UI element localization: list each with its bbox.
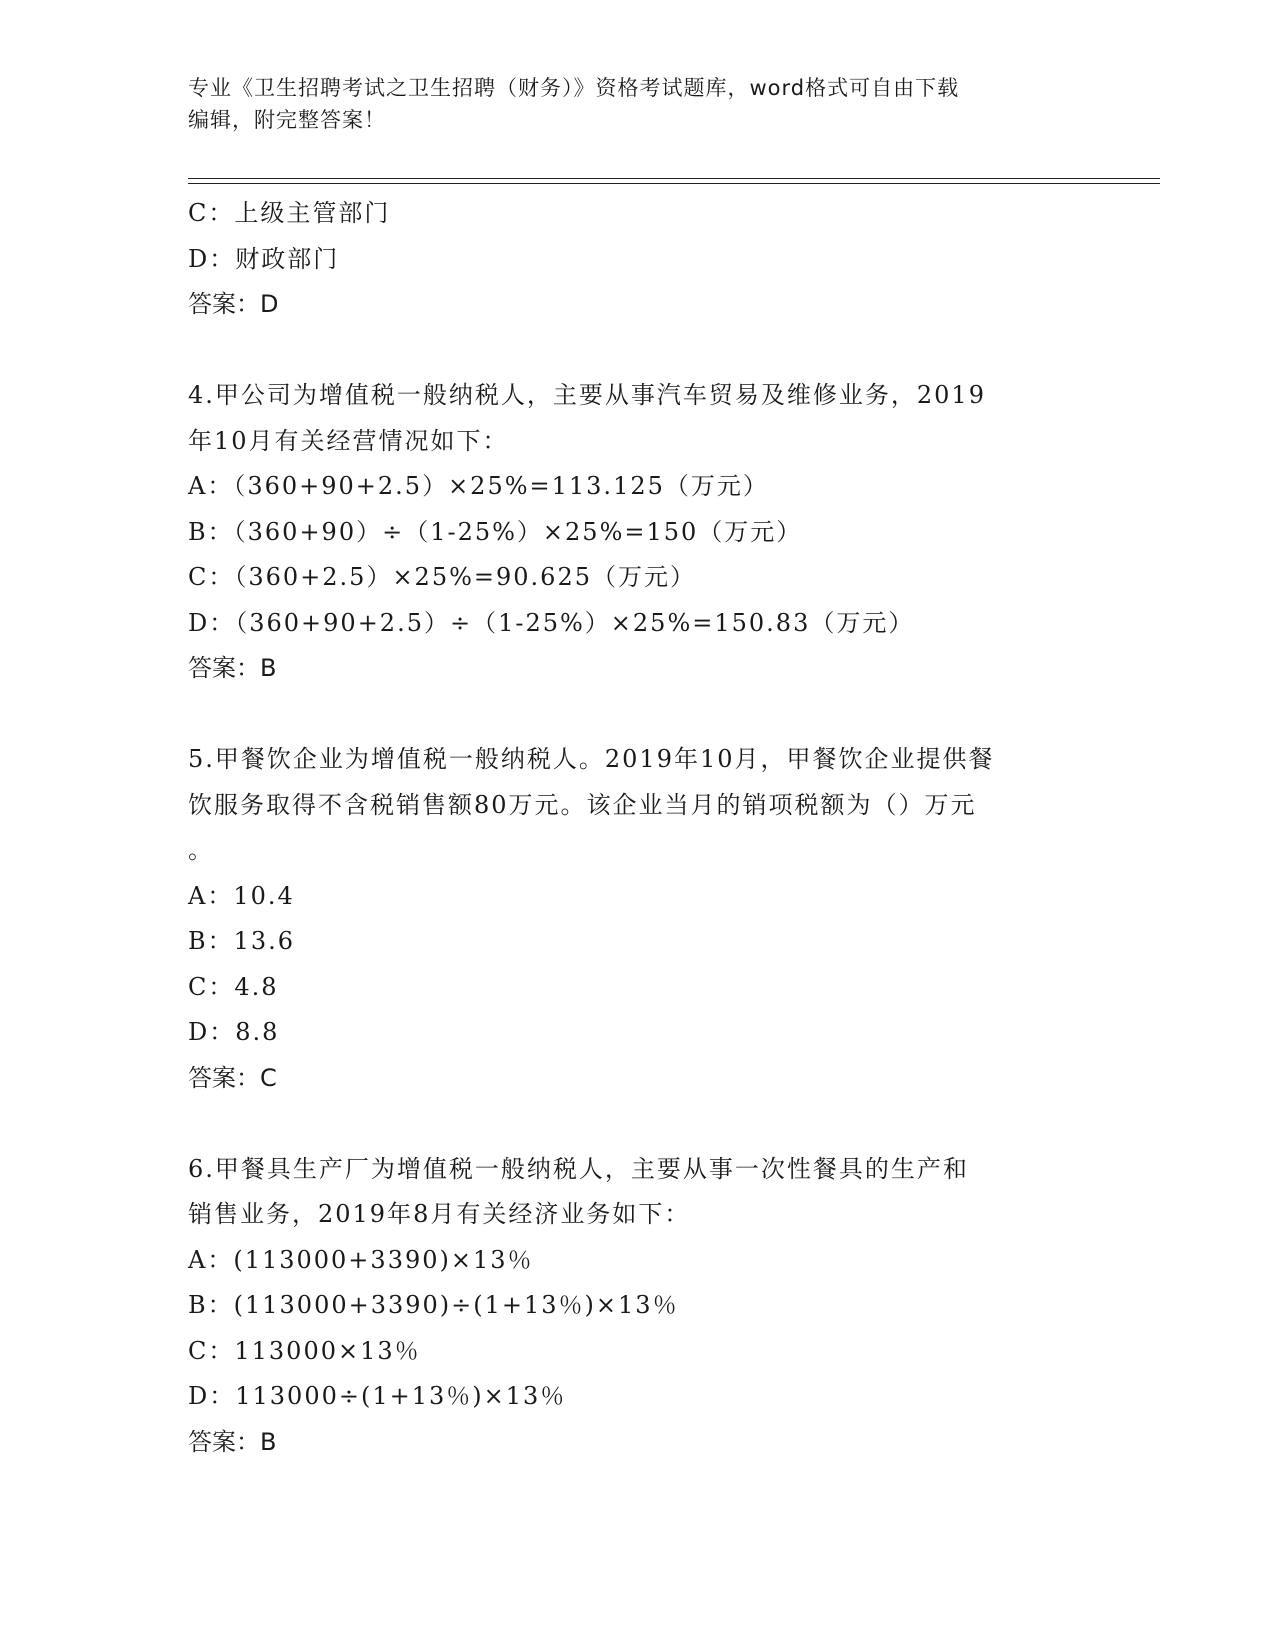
question-stem: 6.甲餐具生产厂为增值税一般纳税人，主要从事一次性餐具的生产和 bbox=[188, 1154, 969, 1183]
option-d: D：8.8 bbox=[188, 1018, 280, 1046]
spacer bbox=[188, 1101, 1088, 1147]
option-c: C：上级主管部门 bbox=[188, 199, 391, 227]
option-a: A：（360+90+2.5）×25%=113.125（万元） bbox=[188, 472, 769, 500]
option-b: B：（360+90）÷（1-25%）×25%=150（万元） bbox=[188, 517, 803, 546]
answer: 答案：C bbox=[188, 1063, 277, 1092]
option-c: C：113000×13％ bbox=[188, 1336, 421, 1365]
header-divider-top bbox=[188, 178, 1160, 179]
option-b: B：13.6 bbox=[188, 927, 296, 955]
option-a: A：10.4 bbox=[188, 881, 295, 910]
header-line-2: 编辑，附完整答案！ bbox=[188, 108, 386, 132]
question-5 bbox=[188, 737, 1088, 1101]
header-line-1: 专业《卫生招聘考试之卫生招聘（财务）》资格考试题库，word格式可自由下载 bbox=[188, 76, 960, 100]
question-4 bbox=[188, 373, 1088, 692]
answer: 答案：B bbox=[188, 654, 277, 682]
spacer bbox=[188, 692, 1088, 738]
question-stem: 5.甲餐饮企业为增值税一般纳税人。2019年10月，甲餐饮企业提供餐 bbox=[188, 745, 995, 773]
spacer bbox=[188, 328, 1088, 374]
question-stem: 。 bbox=[188, 836, 214, 864]
question-stem: 饮服务取得不含税销售额80万元。该企业当月的销项税额为（）万元 bbox=[188, 790, 977, 819]
answer: 答案：B bbox=[188, 1427, 277, 1456]
document-header bbox=[188, 72, 1088, 136]
question-3-tail bbox=[188, 191, 1088, 328]
option-d: D：（360+90+2.5）÷（1-25%）×25%=150.83（万元） bbox=[188, 608, 915, 637]
option-c: C：4.8 bbox=[188, 972, 279, 1001]
question-stem: 销售业务，2019年8月有关经济业务如下： bbox=[188, 1200, 691, 1228]
header-divider-bottom bbox=[188, 183, 1160, 184]
option-d: D：113000÷(1+13％)×13％ bbox=[188, 1382, 567, 1410]
question-6 bbox=[188, 1147, 1088, 1466]
question-list bbox=[188, 191, 1088, 1465]
question-stem: 4.甲公司为增值税一般纳税人，主要从事汽车贸易及维修业务，2019 bbox=[188, 381, 986, 409]
option-a: A：(113000+3390)×13％ bbox=[188, 1245, 534, 1274]
option-d: D：财政部门 bbox=[188, 244, 340, 273]
answer: 答案：D bbox=[188, 290, 279, 318]
option-b: B：(113000+3390)÷(1+13％)×13％ bbox=[188, 1291, 679, 1319]
question-stem: 年10月有关经营情况如下： bbox=[188, 426, 509, 455]
option-c: C：（360+2.5）×25%=90.625（万元） bbox=[188, 563, 696, 591]
